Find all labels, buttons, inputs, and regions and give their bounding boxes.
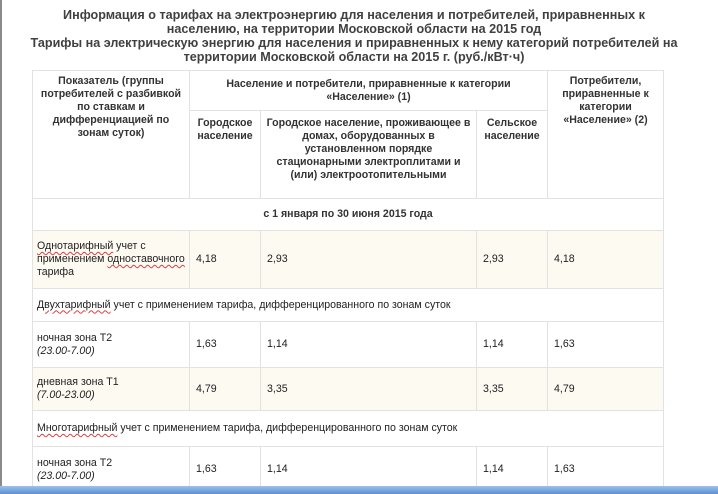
page-header bbox=[24, 8, 684, 64]
single-rate-consumers: 4,18 bbox=[548, 231, 664, 289]
night-zone-2-rural: 1,14 bbox=[477, 447, 548, 493]
two-rate-section-row bbox=[33, 289, 664, 322]
night-zone-rural: 1,14 bbox=[477, 322, 548, 368]
consumers-column-header: Потребители, приравненные к категории «Население» (2) bbox=[548, 71, 664, 199]
night-zone-2-name: ночная зона Т2 bbox=[37, 456, 113, 469]
single-rate-label-tail: тарифа bbox=[37, 266, 75, 278]
single-rate-urban-stoves: 2,93 bbox=[261, 231, 477, 289]
single-rate-label-word1: Однотарифный bbox=[37, 240, 114, 252]
table-header-row bbox=[33, 71, 664, 111]
day-zone-label bbox=[33, 368, 190, 411]
night-zone-2-urban-stoves: 1,14 bbox=[261, 447, 477, 493]
header-line-1: Информация о тарифах на электроэнергию для населения и потребителей, приравненных к bbox=[63, 8, 645, 22]
day-zone-urban: 4,79 bbox=[190, 368, 261, 411]
day-zone-urban-stoves: 3,35 bbox=[261, 368, 477, 411]
night-zone-name: ночная зона Т2 bbox=[37, 331, 113, 344]
multi-rate-label-text: учет с применением тарифа, дифференцированного по зонам суток bbox=[117, 422, 458, 434]
night-zone-2-hours: (23.00-7.00) bbox=[37, 469, 95, 482]
single-rate-rural: 2,93 bbox=[477, 231, 548, 289]
single-rate-urban: 4,18 bbox=[190, 231, 261, 289]
day-zone-rural: 3,35 bbox=[477, 368, 548, 411]
urban-stoves-column-header: Городское население, проживающее в домах, оборудованных в установленном порядке стационарными электроплитами и (или) электроотопительными bbox=[261, 111, 477, 199]
indicator-column-header: Показатель (группы потребителей с разбивкой по ставкам и дифференциацией по зонам суток) bbox=[33, 71, 190, 199]
table-row bbox=[33, 322, 664, 368]
multi-rate-label bbox=[33, 411, 664, 447]
rural-column-header: Сельское население bbox=[477, 111, 548, 199]
header-line-3: Тарифы на электрическую энергию для населения и приравненных к нему категорий потребителей на bbox=[30, 36, 678, 50]
header-line-4: территории Московской области на 2015 г. (руб./кВт·ч) bbox=[183, 50, 525, 64]
table-row bbox=[33, 368, 664, 411]
period-row bbox=[33, 199, 664, 231]
day-zone-name: дневная зона Т1 bbox=[37, 376, 119, 388]
night-zone-label bbox=[33, 322, 190, 368]
single-rate-label bbox=[33, 231, 190, 289]
window-left-edge bbox=[0, 0, 2, 494]
night-zone-2-consumers: 1,63 bbox=[548, 447, 664, 493]
night-zone-hours: (23.00-7.00) bbox=[37, 344, 95, 357]
table-row bbox=[33, 231, 664, 289]
two-rate-label-text: учет с применением тарифа, дифференцированного по зонам суток bbox=[110, 298, 451, 311]
taskbar bbox=[0, 486, 718, 494]
multi-rate-label-word: Многотарифный bbox=[37, 422, 118, 434]
night-zone-urban-stoves: 1,14 bbox=[261, 322, 477, 368]
night-zone-urban: 1,63 bbox=[190, 322, 261, 368]
day-zone-consumers: 4,79 bbox=[548, 368, 664, 411]
single-rate-label-word2: одноставочного bbox=[107, 253, 185, 265]
population-column-header: Население и потребители, приравненные к категории «Население» (1) bbox=[190, 71, 548, 111]
two-rate-label-word: Двухтарифный bbox=[37, 298, 111, 311]
period-label: с 1 января по 30 июня 2015 года bbox=[33, 199, 664, 231]
night-zone-consumers: 1,63 bbox=[548, 322, 664, 368]
multi-rate-section-row bbox=[33, 411, 664, 447]
header-line-2: населению, на территории Московской области на 2015 год bbox=[166, 22, 542, 36]
night-zone-2-urban: 1,63 bbox=[190, 447, 261, 493]
urban-column-header: Городское население bbox=[190, 111, 261, 199]
two-rate-label bbox=[33, 289, 664, 322]
single-rate-label-text: учет с применением bbox=[37, 240, 146, 265]
day-zone-hours: (7.00-23.00) bbox=[37, 389, 95, 401]
tariff-table bbox=[32, 70, 664, 493]
